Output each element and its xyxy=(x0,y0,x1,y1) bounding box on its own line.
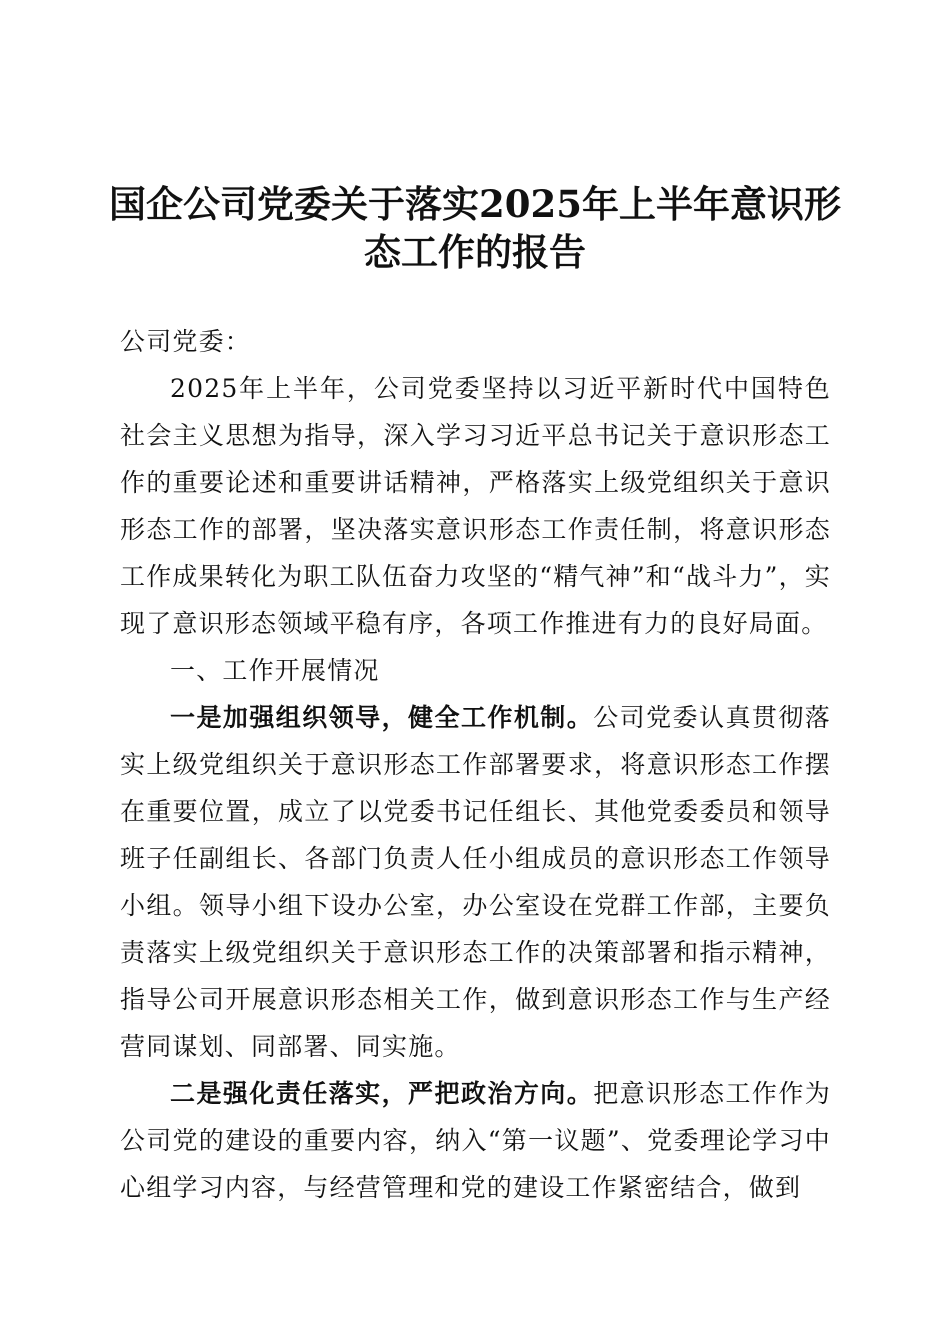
section-heading: 一、工作开展情况 xyxy=(170,656,380,685)
salutation: 公司党委： xyxy=(120,327,252,356)
paragraph-1 xyxy=(120,694,831,1070)
paragraph-2-lead: 二是强化责任落实，严把政治方向。 xyxy=(170,1079,594,1108)
document-title: 国企公司党委关于落实2025年上半年意识形态工作的报告 xyxy=(109,182,841,274)
paragraph-2-text: 把意识形态工作作为公司党的建设的重要内容，纳入“第一议题”、党委理论学习中心组学习内容，与经营管理和党的建设工作紧密结合，做到 xyxy=(120,1079,831,1202)
paragraph-1-lead: 一是加强组织领导，健全工作机制。 xyxy=(170,703,594,732)
document-body xyxy=(120,318,831,1211)
paragraph-2 xyxy=(120,1070,831,1211)
intro-paragraph: 2025年上半年，公司党委坚持以习近平新时代中国特色社会主义思想为指导，深入学习习近平总书记关于意识形态工作的重要论述和重要讲话精神，严格落实上级党组织关于意识形态工作的部署，坚决落实意识形态工作责任制，将意识形态工作成果转化为职工队伍奋力攻坚的“精气神”和“战斗力”，实现了意识形态领域平稳有序，各项工作推进有力的良好局面。 xyxy=(120,374,831,638)
paragraph-1-text: 公司党委认真贯彻落实上级党组织关于意识形态工作部署要求，将意识形态工作摆在重要位置，成立了以党委书记任组长、其他党委委员和领导班子任副组长、各部门负责人任小组成员的意识形态工作领导小组。领导小组下设办公室，办公室设在党群工作部，主要负责落实上级党组织关于意识形态工作的决策部署和指示精神，指导公司开展意识形态相关工作，做到意识形态工作与生产经营同谋划、同部署、同实施。 xyxy=(120,703,831,1061)
